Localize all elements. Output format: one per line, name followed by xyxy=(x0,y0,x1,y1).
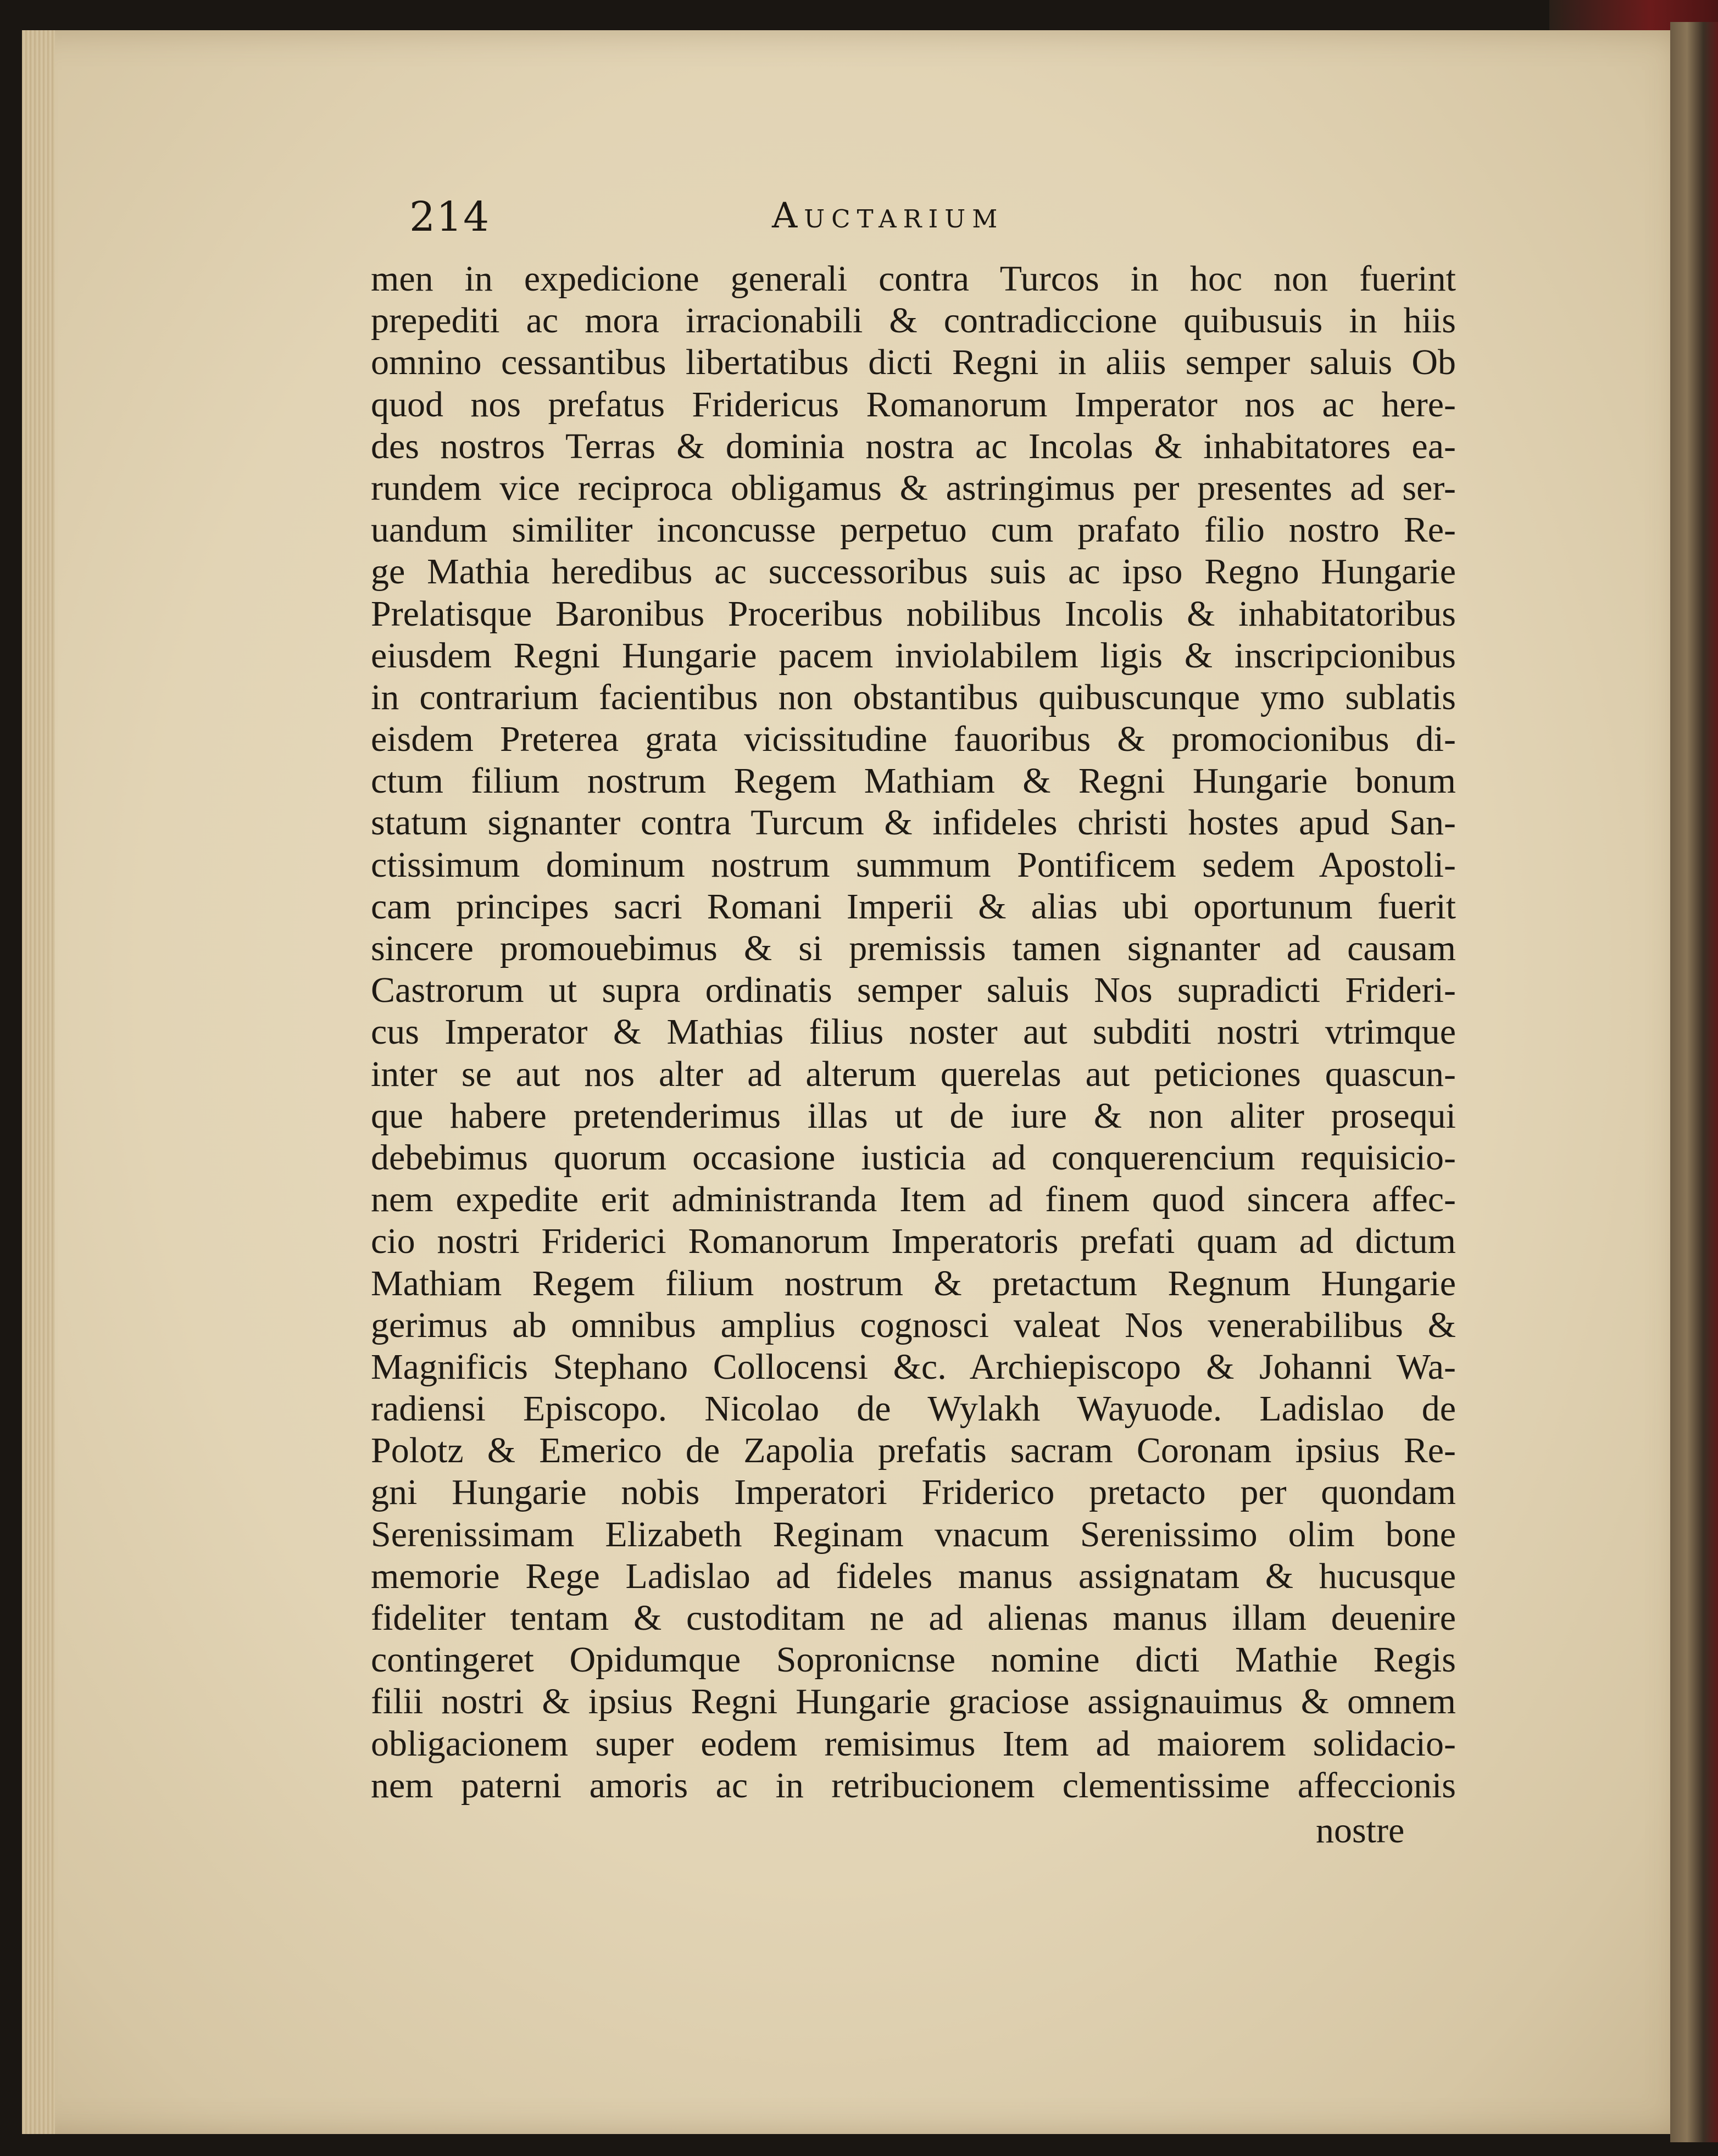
text-line: Prelatisque Baronibus Proceribus nobilibus Incolis & inhabitatoribus xyxy=(371,593,1456,634)
text-line: sincere promouebimus & si premissis tamen signanter ad causam xyxy=(371,928,1456,968)
page-header xyxy=(409,193,1453,241)
text-line: ctissimum dominum nostrum summum Pontificem sedem Apostoli- xyxy=(371,844,1456,885)
text-line: ctum filium nostrum Regem Mathiam & Regni Hungarie bonum xyxy=(371,761,1456,801)
text-line: eisdem Preterea grata vicissitudine fauoribus & promocionibus di- xyxy=(371,719,1456,760)
book-binding-edge xyxy=(1670,22,1718,2142)
text-line: ge Mathia heredibus ac successoribus suis ac ipso Regno Hungarie xyxy=(371,551,1456,592)
text-line: in contrarium facientibus non obstantibus quibuscunque ymo sublatis xyxy=(371,677,1456,717)
text-line: gni Hungarie nobis Imperatori Friderico pretacto per quondam xyxy=(371,1472,1456,1513)
text-line: Mathiam Regem filium nostrum & pretactum Regnum Hungarie xyxy=(371,1263,1456,1303)
text-line: quod nos prefatus Fridericus Romanorum Imperator nos ac here- xyxy=(371,384,1456,425)
text-line: cus Imperator & Mathias filius noster aut subditi nostri vtrimque xyxy=(371,1012,1456,1052)
text-line: Serenissimam Elizabeth Reginam vnacum Serenissimo olim bone xyxy=(371,1514,1456,1555)
text-line: nem expedite erit administranda Item ad finem quod sincera affec- xyxy=(371,1179,1456,1220)
text-line: filii nostri & ipsius Regni Hungarie graciose assignauimus & omnem xyxy=(371,1681,1456,1722)
text-line: cio nostri Friderici Romanorum Imperatoris prefati quam ad dictum xyxy=(371,1221,1456,1262)
text-line: debebimus quorum occasione iusticia ad conquerencium requisicio- xyxy=(371,1137,1456,1178)
text-line: omnino cessantibus libertatibus dicti Regni in aliis semper saluis Ob xyxy=(371,342,1456,383)
text-line: Magnificis Stephano Collocensi &c. Archiepiscopo & Johanni Wa- xyxy=(371,1346,1456,1387)
text-line: uandum similiter inconcusse perpetuo cum prafato filio nostro Re- xyxy=(371,510,1456,550)
page-number: 214 xyxy=(409,193,491,241)
text-line: fideliter tentam & custoditam ne ad alienas manus illam deuenire xyxy=(371,1598,1456,1638)
text-line: eiusdem Regni Hungarie pacem inviolabilem ligis & inscripcionibus xyxy=(371,635,1456,676)
text-line: des nostros Terras & dominia nostra ac Incolas & inhabitatores ea- xyxy=(371,426,1456,466)
text-line: cam principes sacri Romani Imperii & alias ubi oportunum fuerit xyxy=(371,886,1456,927)
text-line: rundem vice reciproca obligamus & astringimus per presentes ad ser- xyxy=(371,467,1456,508)
text-line: radiensi Episcopo. Nicolao de Wylakh Wayuode. Ladislao de xyxy=(371,1389,1456,1429)
text-line: memorie Rege Ladislao ad fideles manus assignatam & hucusque xyxy=(371,1556,1456,1596)
text-line: men in expedicione generali contra Turcos in hoc non fuerint xyxy=(371,259,1456,299)
text-line: Polotz & Emerico de Zapolia prefatis sacram Coronam ipsius Re- xyxy=(371,1430,1456,1471)
text-line: statum signanter contra Turcum & infideles christi hostes apud San- xyxy=(371,803,1456,843)
text-line: prepediti ac mora irracionabili & contradiccione quibusuis in hiis xyxy=(371,300,1456,341)
text-line: contingeret Opidumque Sopronicnse nomine dicti Mathie Regis xyxy=(371,1640,1456,1680)
text-line: Castrorum ut supra ordinatis semper saluis Nos supradicti Frideri- xyxy=(371,970,1456,1011)
page-stack-edge xyxy=(22,30,55,2134)
running-head: Auctarium xyxy=(772,196,1004,236)
text-line: que habere pretenderimus illas ut de iure & non aliter prosequi xyxy=(371,1095,1456,1136)
catchword: nostre xyxy=(1316,1810,1405,1851)
text-line: nem paterni amoris ac in retribucionem clementissime affeccionis xyxy=(371,1765,1456,1806)
text-line: obligacionem super eodem remisimus Item ad maiorem solidacio- xyxy=(371,1723,1456,1764)
text-line: inter se aut nos alter ad alterum querelas aut peticiones quascun- xyxy=(371,1054,1456,1094)
body-text xyxy=(371,258,1456,1807)
text-line: gerimus ab omnibus amplius cognosci valeat Nos venerabilibus & xyxy=(371,1305,1456,1345)
